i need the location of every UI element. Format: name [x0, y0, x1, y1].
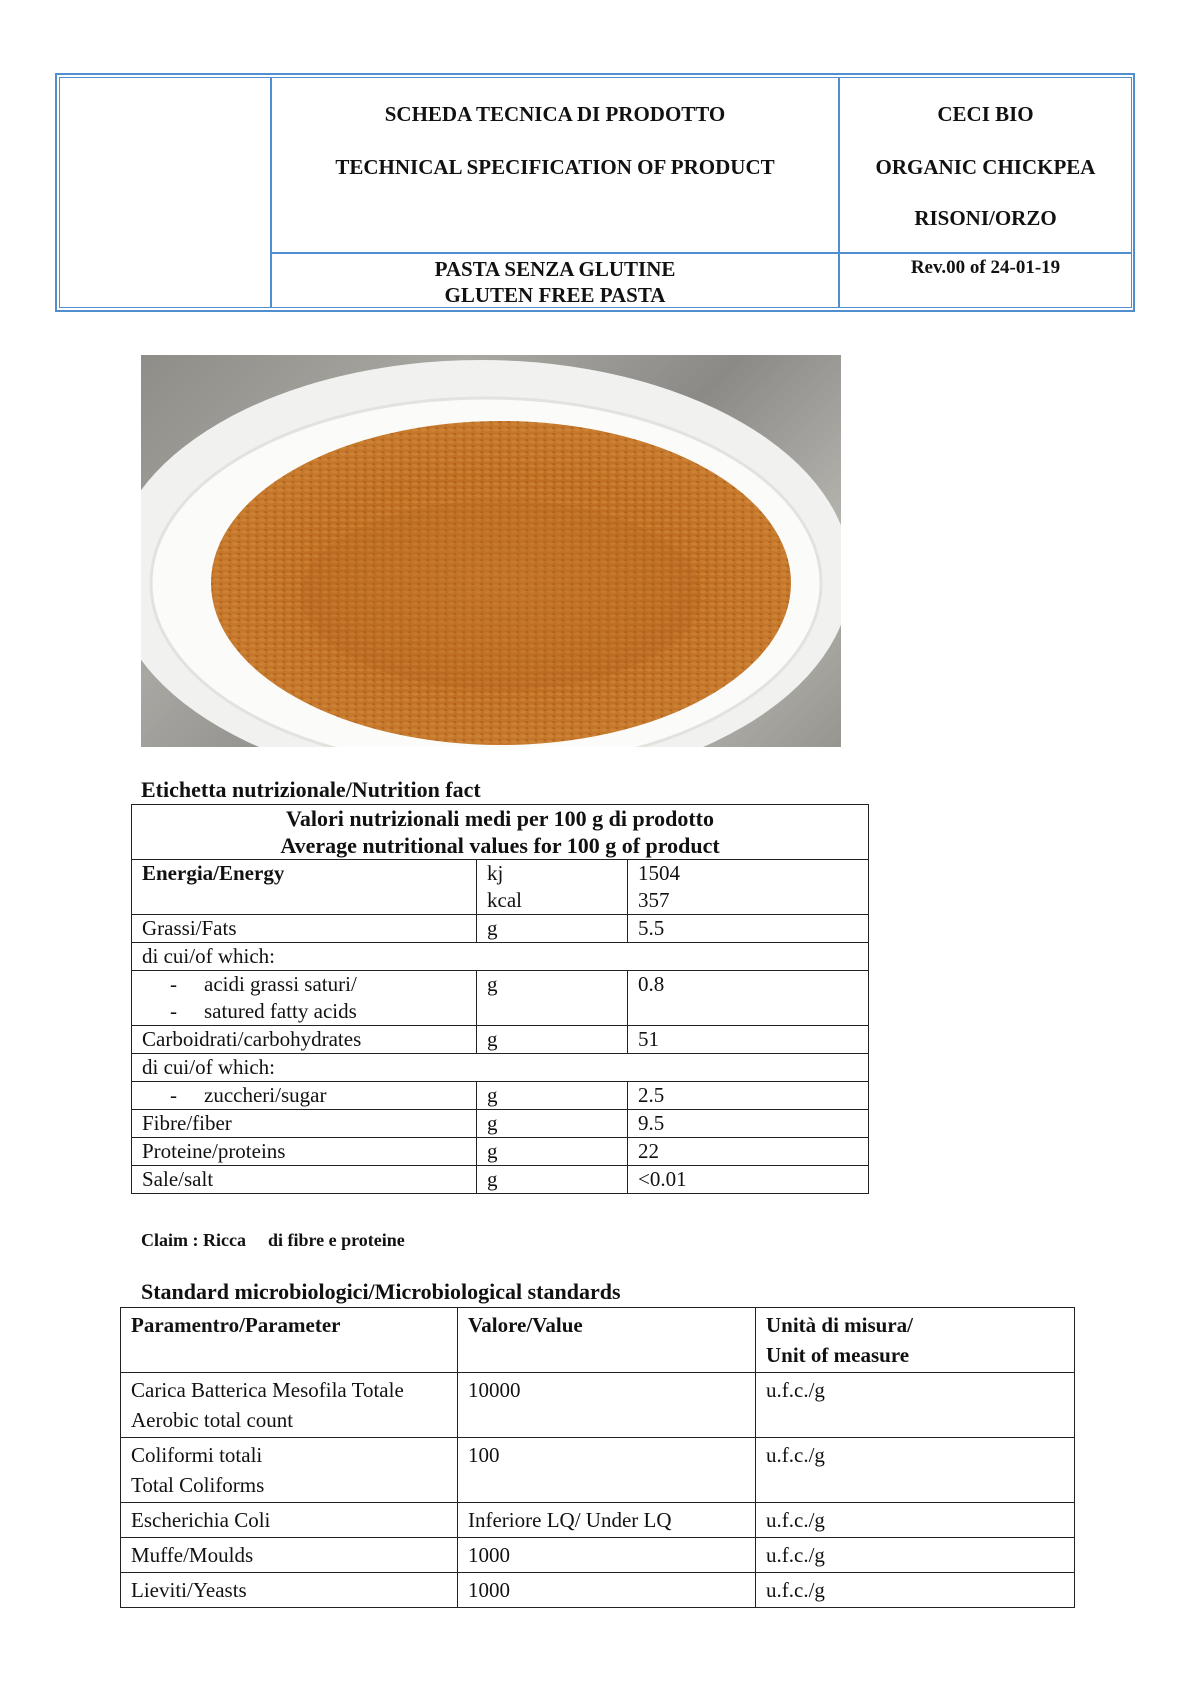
fats-label: Grassi/Fats: [132, 915, 477, 943]
sugar-label-text: zuccheri/sugar: [204, 1083, 327, 1107]
parameter-english: Aerobic total count: [131, 1408, 294, 1432]
energy-unit-kcal: kcal: [487, 888, 522, 912]
header-table: [55, 73, 1135, 312]
table-header-row: [121, 1308, 1075, 1373]
category-cell: [271, 253, 839, 308]
table-row: [132, 943, 869, 971]
table-row: [121, 1538, 1075, 1573]
product-name-italian: CECI BIO: [937, 102, 1034, 126]
carbs-of-which: di cui/of which:: [132, 1054, 869, 1082]
column-header-value: Valore/Value: [458, 1308, 756, 1373]
sugar-unit: g: [477, 1082, 628, 1110]
sugar-label: [132, 1082, 477, 1110]
fats-value: 5.5: [628, 915, 869, 943]
carbs-label: Carboidrati/carbohydrates: [132, 1026, 477, 1054]
nutrition-header-english: Average nutritional values for 100 g of product: [280, 833, 720, 858]
fiber-value: 9.5: [628, 1110, 869, 1138]
saturated-value: 0.8: [628, 971, 869, 1026]
energy-values: [628, 860, 869, 915]
table-row: [121, 1438, 1075, 1503]
fats-of-which: di cui/of which:: [132, 943, 869, 971]
table-row: [132, 1026, 869, 1054]
salt-label: Sale/salt: [132, 1166, 477, 1194]
saturated-unit: g: [477, 971, 628, 1026]
product-photo: [141, 355, 841, 747]
parameter-cell: Escherichia Coli: [121, 1503, 458, 1538]
fiber-unit: g: [477, 1110, 628, 1138]
bullet-dash: -: [170, 1083, 177, 1107]
table-row: [121, 1503, 1075, 1538]
parameter-cell: Lieviti/Yeasts: [121, 1573, 458, 1608]
value-cell: 10000: [458, 1373, 756, 1438]
energy-value-kcal: 357: [638, 888, 670, 912]
title-italian: SCHEDA TECNICA DI PRODOTTO: [384, 102, 726, 126]
micro-section-title: Standard microbiologici/Microbiological standards: [141, 1279, 621, 1304]
nutrition-section-title: Etichetta nutrizionale/Nutrition fact: [141, 777, 481, 802]
nutrition-table: [131, 804, 869, 1194]
table-row: [132, 1138, 869, 1166]
column-header-parameter: Paramentro/Parameter: [121, 1308, 458, 1373]
proteins-label: Proteine/proteins: [132, 1138, 477, 1166]
unit-cell: u.f.c./g: [756, 1373, 1075, 1438]
salt-unit: g: [477, 1166, 628, 1194]
unit-cell: u.f.c./g: [756, 1573, 1075, 1608]
energy-label: Energia/Energy: [132, 860, 477, 915]
table-row: [132, 1166, 869, 1194]
saturated-label-english: satured fatty acids: [204, 999, 357, 1023]
parameter-cell: Muffe/Moulds: [121, 1538, 458, 1573]
unit-cell: u.f.c./g: [756, 1438, 1075, 1503]
bullet-dash: -: [170, 972, 177, 996]
table-row: [132, 805, 869, 860]
fats-unit: g: [477, 915, 628, 943]
micro-table: [120, 1307, 1075, 1608]
table-row: [132, 860, 869, 915]
table-row: [132, 1054, 869, 1082]
carbs-value: 51: [628, 1026, 869, 1054]
table-row: [132, 971, 869, 1026]
parameter-english: Total Coliforms: [131, 1473, 265, 1497]
saturated-label: [132, 971, 477, 1026]
unit-cell: u.f.c./g: [756, 1538, 1075, 1573]
product-format: RISONI/ORZO: [914, 206, 1057, 230]
parameter-italian: Coliformi totali: [131, 1443, 263, 1467]
value-cell: Inferiore LQ/ Under LQ: [458, 1503, 756, 1538]
carbs-unit: g: [477, 1026, 628, 1054]
claim-text: [141, 1230, 405, 1251]
table-row: [132, 915, 869, 943]
table-row: [132, 1082, 869, 1110]
proteins-unit: g: [477, 1138, 628, 1166]
category-english: GLUTEN FREE PASTA: [444, 283, 666, 307]
parameter-cell: [121, 1438, 458, 1503]
claim-body: di fibre e proteine: [267, 1230, 405, 1250]
value-cell: 1000: [458, 1538, 756, 1573]
fiber-label: Fibre/fiber: [132, 1110, 477, 1138]
unit-header-line1: Unità di misura/: [766, 1313, 914, 1337]
revision-label: Rev.00 of 24-01-19: [910, 257, 1061, 278]
nutrition-table-header: [132, 805, 869, 860]
value-cell: 100: [458, 1438, 756, 1503]
sugar-value: 2.5: [628, 1082, 869, 1110]
product-name-english: ORGANIC CHICKPEA: [875, 155, 1096, 179]
proteins-value: 22: [628, 1138, 869, 1166]
unit-cell: u.f.c./g: [756, 1503, 1075, 1538]
table-row: [121, 1373, 1075, 1438]
salt-value: <0.01: [628, 1166, 869, 1194]
parameter-cell: [121, 1373, 458, 1438]
saturated-label-italian: acidi grassi saturi/: [204, 972, 357, 996]
category-italian: PASTA SENZA GLUTINE: [434, 257, 676, 281]
parameter-italian: Carica Batterica Mesofila Totale: [131, 1378, 404, 1402]
title-cell: [271, 77, 839, 253]
energy-unit-kj: kj: [487, 861, 504, 885]
logo-cell: [59, 77, 271, 308]
claim-prefix: Claim : Ricca: [141, 1230, 246, 1250]
nutrition-header-italian: Valori nutrizionali medi per 100 g di prodotto: [285, 806, 714, 831]
table-row: [121, 1573, 1075, 1608]
bullet-dash: -: [170, 999, 177, 1023]
revision-cell: [839, 253, 1132, 308]
title-english: TECHNICAL SPECIFICATION OF PRODUCT: [335, 155, 775, 179]
value-cell: 1000: [458, 1573, 756, 1608]
table-row: [132, 1110, 869, 1138]
unit-header-line2: Unit of measure: [766, 1343, 910, 1367]
energy-units: [477, 860, 628, 915]
column-header-unit: [756, 1308, 1075, 1373]
energy-value-kj: 1504: [638, 861, 680, 885]
product-cell: [839, 77, 1132, 253]
